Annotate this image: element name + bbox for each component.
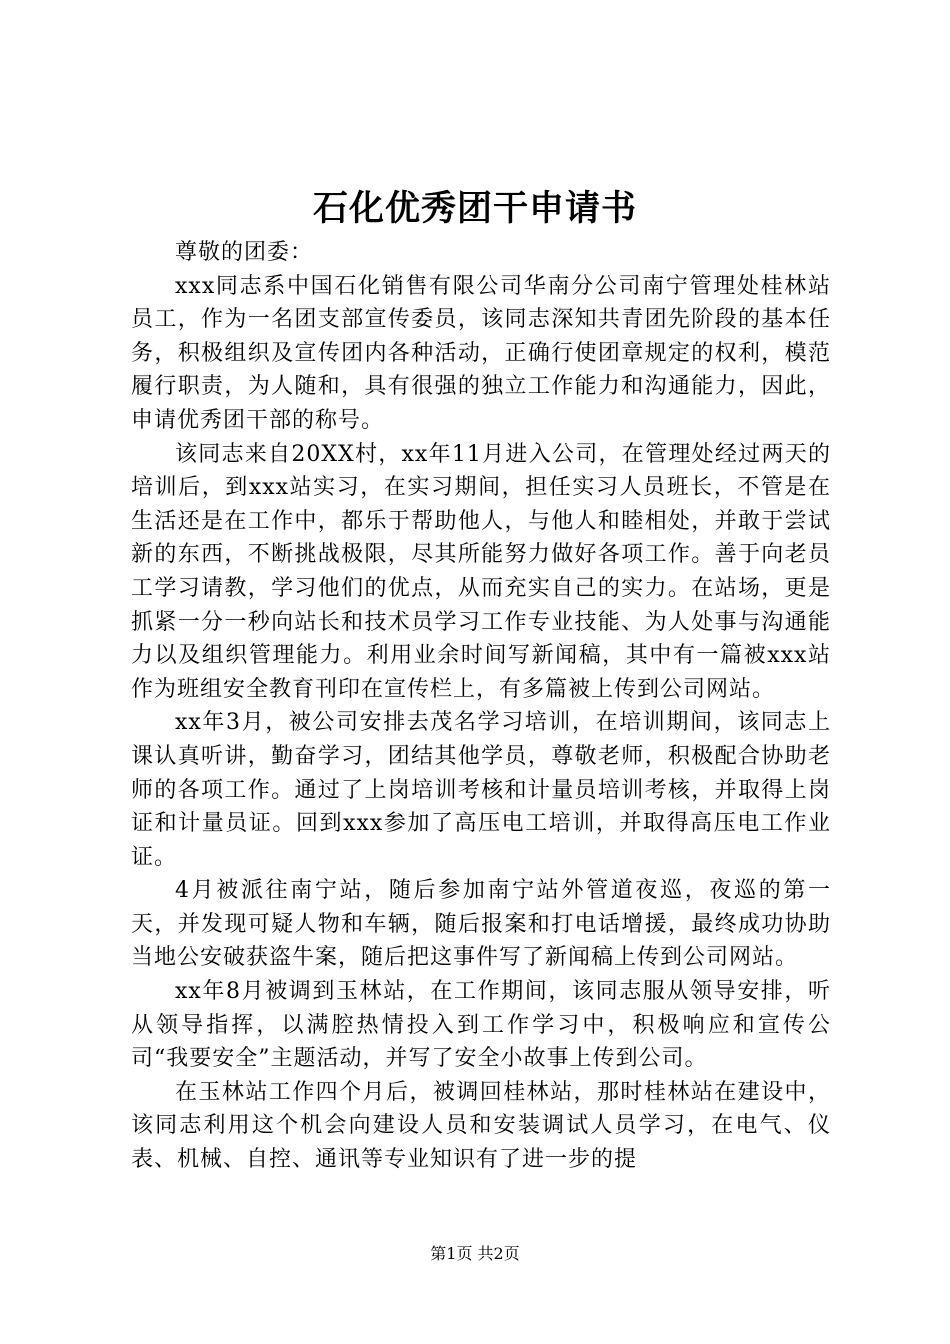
paragraph-3: xx年3月，被公司安排去茂名学习培训，在培训期间，该同志上课认真听讲，勤奋学习，团结其他学员，尊敬老师，积极配合协助老师的各项工作。通过了上岗培训考核和计量员培训考核，并取得上岗证和计量员证。回到xxx参加了高压电工培训，并取得高压电工作业证。	[131, 710, 831, 870]
paragraph-6: 在玉林站工作四个月后，被调回桂林站，那时桂林站在建设中，该同志利用这个机会向建设人员和安装调试人员学习，在电气、仪表、机械、自控、通讯等专业知识有了进一步的提	[131, 1079, 831, 1173]
paragraph-5: xx年8月被调到玉林站，在工作期间，该同志服从领导安排，听从领导指挥，以满腔热情投入到工作学习中，积极响应和宣传公司“我要安全”主题活动，并写了安全小故事上传到公司。	[131, 979, 831, 1072]
paragraph-2: 该同志来自20XX村，xx年11月进入公司，在管理处经过两天的培训后，到xxx站实习，在实习期间，担任实习人员班长，不管是在生活还是在工作中，都乐于帮助他人，与他人和睦相处，并敢于尝试新的东西，不断挑战极限，尽其所能努力做好各项工作。善于向老员工学习请教，学习他们的优点，从而充实自己的实力。在站场，更是抓紧一分一秒向站长和技术员学习工作专业技能、为人处事与沟通能力以及组织管理能力。利用业余时间写新闻稿，其中有一篇被xxx站作为班组安全教育刊印在宣传栏上，有多篇被上传到公司网站。	[131, 441, 831, 702]
paragraph-4: 4月被派往南宁站，随后参加南宁站外管道夜巡，夜巡的第一天，并发现可疑人物和车辆，随后报案和打电话增援，最终成功协助当地公安破获盗牛案，随后把这事件写了新闻稿上传到公司网站。	[131, 878, 831, 971]
page-footer: 第1页 共2页	[430, 1244, 520, 1263]
document-title: 石化优秀团干申请书	[312, 188, 637, 229]
paragraph-1: xxx同志系中国石化销售有限公司华南分公司南宁管理处桂林站员工，作为一名团支部宣传委员，该同志深知共青团先阶段的基本任务，积极组织及宣传团内各种活动，正确行使团章规定的权利，模范履行职责，为人随和，具有很强的独立工作能力和沟通能力，因此，申请优秀团干部的称号。	[131, 273, 831, 433]
document-body	[131, 236, 831, 1177]
salutation: 尊敬的团委：	[175, 240, 314, 265]
